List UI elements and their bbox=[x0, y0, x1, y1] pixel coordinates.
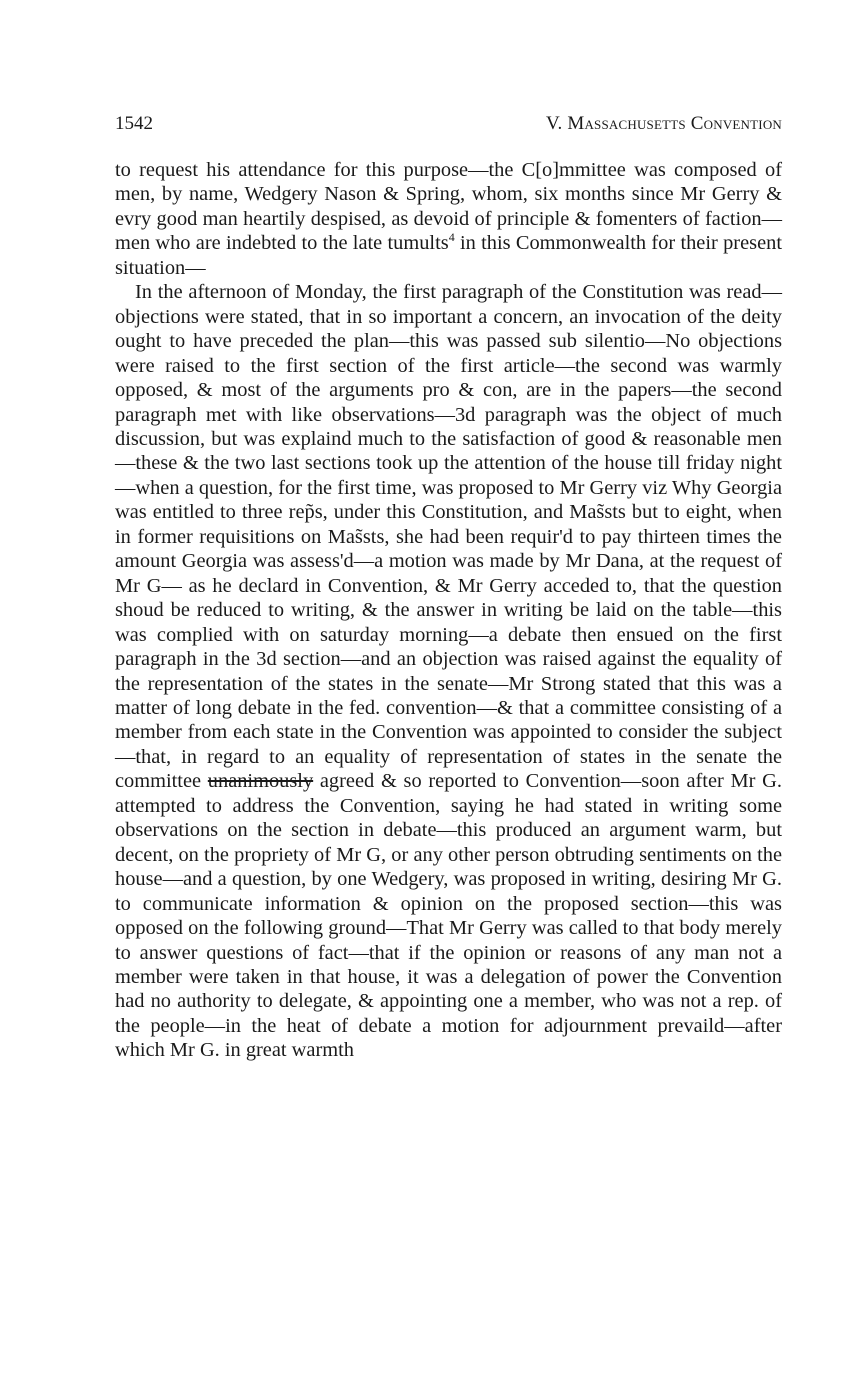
body-text bbox=[115, 158, 782, 1063]
running-title: V. Massachusetts Convention bbox=[546, 113, 782, 134]
paragraph-2 bbox=[115, 280, 782, 1063]
struck-through-word: unanimously bbox=[207, 770, 314, 793]
paragraph-1-text-a: to request his attendance for this purpose—the C[o]mmittee was composed of men, by name, Wedgery Nason & Spring, whom, six months since Mr Gerry & evry good man heartily despised, as devoid of principle & fomenters of faction—men who are indebted to the late tumults bbox=[115, 159, 782, 255]
running-head bbox=[115, 110, 782, 138]
book-page bbox=[115, 110, 782, 1063]
page-number: 1542 bbox=[115, 113, 153, 134]
footnote-reference: 4 bbox=[448, 230, 455, 245]
paragraph-1 bbox=[115, 158, 782, 280]
paragraph-1-text-b: in this Commonwealth for their present situation— bbox=[115, 232, 782, 279]
paragraph-2-text-b: agreed & so reported to Convention—soon after Mr G. attempted to address the Convention, saying he had stated in writing some observations on the section in debate—this produced an argument warm, but decent, on the propriety of Mr G, or any other person obtruding sentiments on the house—and a question, by one Wedgery, was proposed in writing, desiring Mr G. to communicate information & opinion on the proposed section—this was opposed on the following ground—That Mr Gerry was called to that body merely to answer questions of fact—that if the opinion or reasons of any man not a member were taken in that house, it was a delegation of power the Convention had no authority to delegate, & appointing one a member, who was not a rep. of the people—in the heat of debate a motion for adjournment prevaild—after which Mr G. in great warmth bbox=[115, 770, 782, 1062]
paragraph-2-text-a: In the afternoon of Monday, the first paragraph of the Constitution was read—objections were stated, that in so important a concern, an invocation of the deity ought to have preceded the plan—this was passed sub silentio—No objections were raised to the first section of the first article—the second was warmly opposed, & most of the arguments pro & con, are in the papers—the second paragraph met with like observations—3d paragraph was the object of much discussion, but was explaind much to the satisfaction of good & reasonable men—these & the two last sections took up the attention of the house till friday night—when a question, for the first time, was proposed to Mr Gerry viz Why Georgia was entitled to three rep̃s, under this Constitution, and Mas̃sts but to eight, when in former requisitions on Mas̃sts, she had been requir'd to pay thirteen times the amount Georgia was assess'd—a motion was made by Mr Dana, at the request of Mr G— as he declard in Convention, & Mr Gerry acceded to, that the question shoud be reduced to writing, & the answer in writing be laid on the table—this was complied with on saturday morning—a debate then ensued on the first paragraph in the 3d section—and an objection was raised against the equality of the representation of the states in the senate—Mr Strong stated that this was a matter of long debate in the fed. convention—& that a committee consisting of a member from each state in the Convention was appointed to consider the subject—that, in regard to an equality of representation of states in the senate the committee bbox=[115, 281, 782, 793]
